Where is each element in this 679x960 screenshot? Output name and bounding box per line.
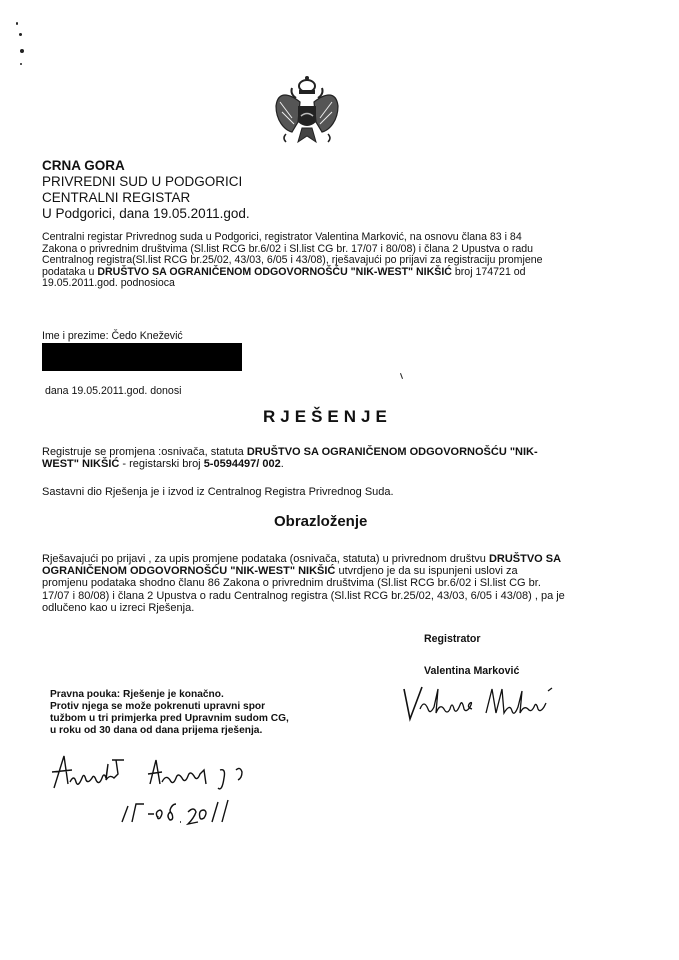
court-name: PRIVREDNI SUD U PODGORICI [42,174,243,189]
applicant-date: dana 19.05.2011.god. donosi [45,385,182,397]
country-name: CRNA GORA [42,158,125,173]
intro-line: Zakona o privrednim društvima (Sl.list RCG br.6/02 i Sl.list CG br. 17/07 i 80/08) i člana 2 Upustva o radu [42,242,534,255]
reasoning-paragraph: Rješavajući po prijavi , za upis promjene podataka (osnivača, statuta) u privrednom društvu DRUŠTVO SA OGRANIČENOM ODGOVORNOŠĆU "NIK-WEST" NIKŠIĆ utvrdjeno je da su ispunjeni uslovi za promjenu podataka shodno članu 86 Zakona o privrednim društvima (Sl.list RCG br.6/02 i Sl.list CG br. 17/07 i 80/08) i člana 2 Upustva o radu Centralnog registra (Sl.list RCG br.25/02, 43/03, 6/05 i 43/08) , pa je odlučeno kao u izreci Rješenja. [42,553,565,614]
company-name: DRUŠTVO SA OGRANIČENOM ODGOVORNOŠĆU "NIK-WEST" NIKŠIĆ [97,265,452,278]
decision-title: RJEŠENJE [263,407,392,426]
place-date: U Podgorici, dana 19.05.2011.god. [42,206,250,221]
intro-line: 19.05.2011.god. podnosioca [42,277,175,290]
intro-line: Centralnog registra(Sl.list RCG br.25/02, 43/03, 6/05 i 43/08), rješavajući po prijavi za registraciju promjene [42,254,543,267]
applicant-name: Ime i prezime: Čedo Knežević [42,330,183,342]
registrar-signature [400,683,560,728]
redacted-block [42,343,242,371]
registry-name: CENTRALNI REGISTAR [42,190,191,205]
legal-notice: Pravna pouka: Rješenje je konačno. Protiv njega se može pokrenuti upravni spor tužbom u tri primjerka pred Upravnim sudom CG, u roku od 30 dana od dana prijema rješenja. [50,689,289,736]
registrar-role: Registrator [424,633,481,645]
intro-line: Centralni registar Privrednog suda u Podgorici, registrator Valentina Marković, na osnovu člana 83 i 84 [42,231,522,243]
intro-line: podataka u DRUŠTVO SA OGRANIČENOM ODGOVORNOŠĆU "NIK-WEST" NIKŠIĆ broj 174721 od [42,265,526,278]
registration-number: 5-0594497/ 002 [203,458,281,470]
decision-attachment-note: Sastavni dio Rješenja je i izvod iz Centralnog Registra Privrednog Suda. [42,486,394,498]
registrar-name: Valentina Marković [424,665,520,677]
document-header [42,158,250,222]
handwritten-receipt-note [50,748,290,843]
montenegro-coat-of-arms-icon [272,72,342,152]
intro-paragraph [42,232,642,290]
decision-paragraph: Registruje se promjena :osnivača, statuta DRUŠTVO SA OGRANIČENOM ODGOVORNOŠĆU "NIK- WEST" NIKŠIĆ - registarski broj 5-0594497/ 002. [42,446,538,470]
reasoning-title: Obrazloženje [274,513,368,530]
